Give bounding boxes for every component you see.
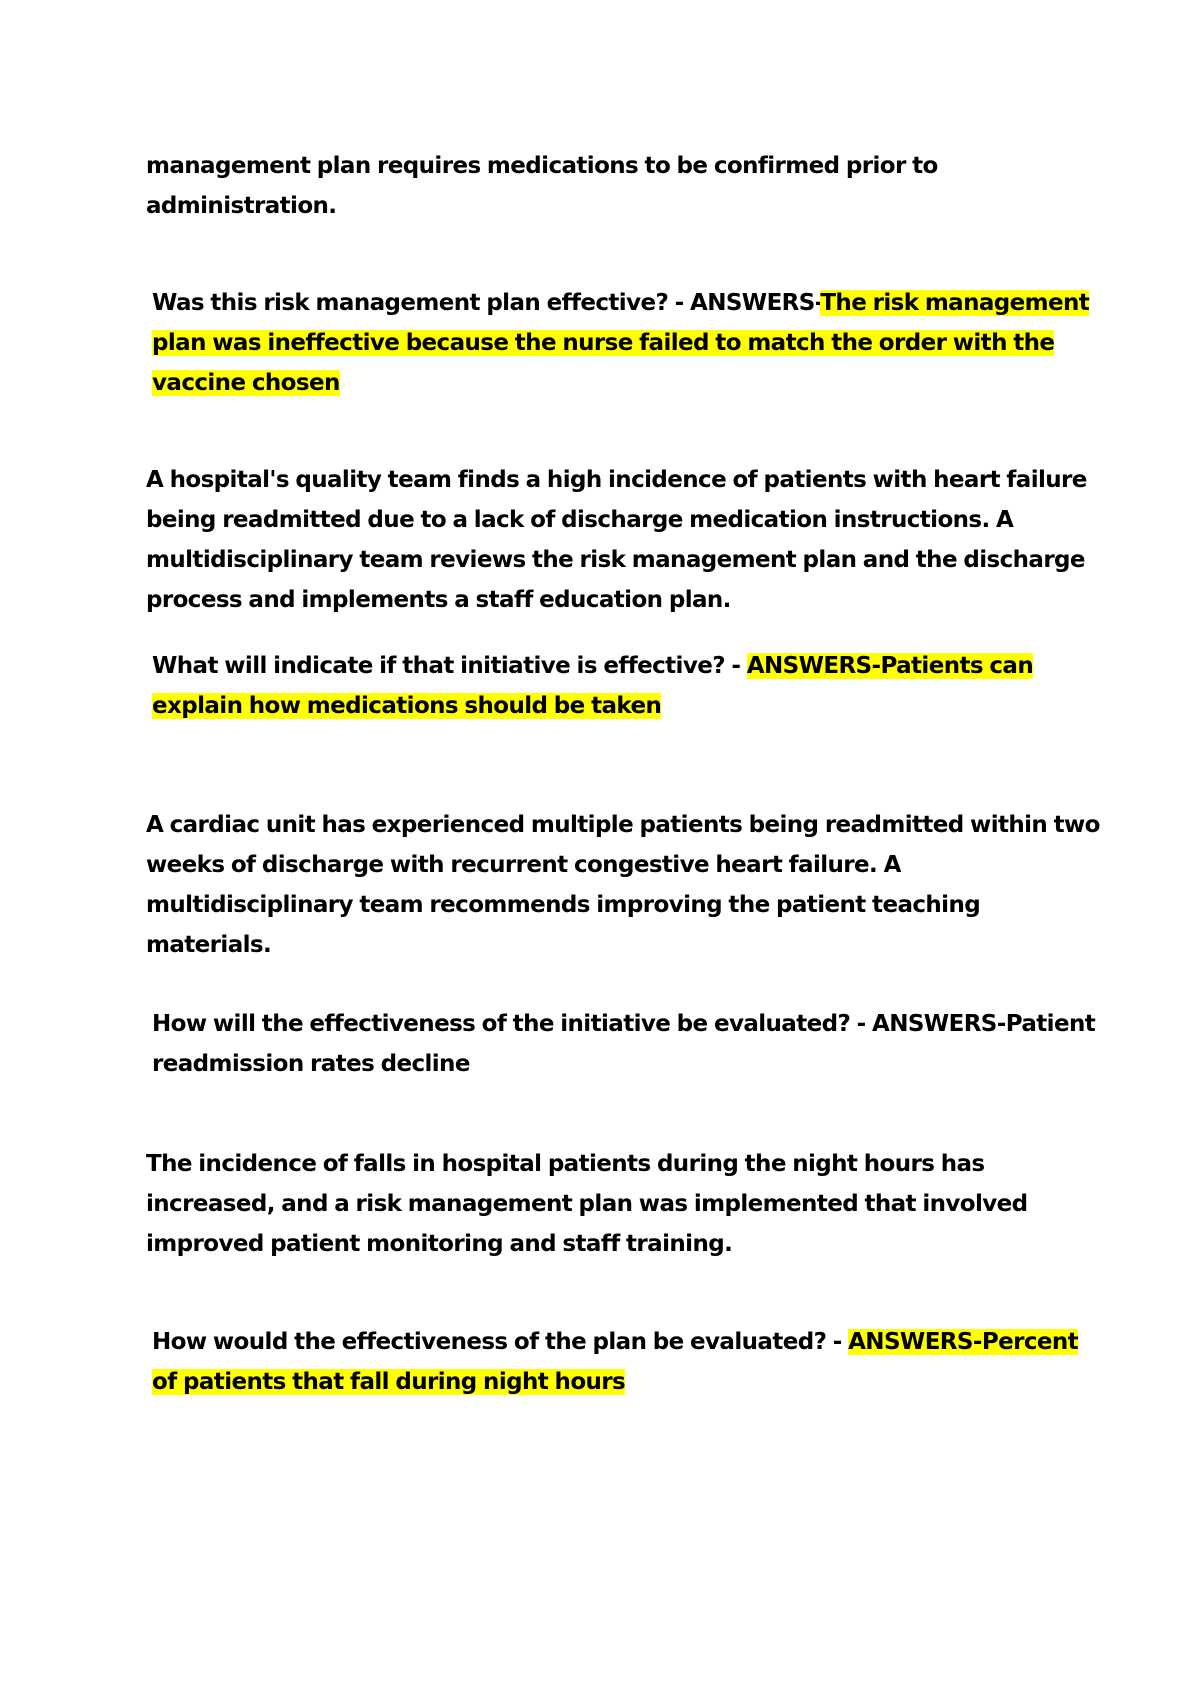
highlighted-answer-text: The risk management <box>820 290 1090 316</box>
text-line <box>146 540 1085 580</box>
text-line <box>152 323 1072 363</box>
text-line <box>152 1044 1072 1084</box>
text-segment: being readmitted due to a lack of discharge medication instructions. A <box>146 507 1014 533</box>
question-answer-3 <box>146 1004 1096 1084</box>
text-segment: multidisciplinary team reviews the risk management plan and the discharge <box>146 547 1085 573</box>
text-line <box>146 1184 1066 1224</box>
text-line <box>146 885 1066 925</box>
highlighted-answer-text: plan was ineffective because the nurse failed to match the order with the <box>152 330 1055 356</box>
highlighted-answer-text: explain how medications should be taken <box>152 693 662 719</box>
text-line <box>152 1322 1079 1362</box>
text-segment: The incidence of falls in hospital patients during the night hours has <box>146 1151 985 1177</box>
question-answer-2 <box>146 646 1072 726</box>
text-segment: How will the effectiveness of the initiative be evaluated? - ANSWERS-Patient <box>152 1011 1096 1037</box>
text-line <box>146 500 1066 540</box>
text-line <box>146 845 1066 885</box>
text-segment: What will indicate if that initiative is effective? - <box>152 653 747 679</box>
text-segment: Was this risk management plan effective? - ANSWERS- <box>152 290 821 316</box>
paragraph-hospital-quality-team <box>146 460 1087 620</box>
text-segment: management plan requires medications to be confirmed prior to <box>146 153 938 179</box>
text-segment: A cardiac unit has experienced multiple patients being readmitted within two <box>146 812 1100 838</box>
text-segment: administration. <box>146 193 337 219</box>
text-line <box>146 460 1087 500</box>
text-line <box>152 363 1072 403</box>
text-segment: materials. <box>146 932 272 958</box>
text-segment: improved patient monitoring and staff training. <box>146 1231 733 1257</box>
text-line <box>146 1224 1066 1264</box>
text-segment: process and implements a staff education plan. <box>146 587 731 613</box>
paragraph-intro-continued <box>146 146 1066 226</box>
text-line <box>146 146 1066 186</box>
paragraph-cardiac-unit <box>146 805 1100 965</box>
text-line <box>146 925 1066 965</box>
text-segment: increased, and a risk management plan was implemented that involved <box>146 1191 1028 1217</box>
text-line <box>152 1362 1072 1402</box>
highlighted-answer-text: vaccine chosen <box>152 370 340 396</box>
highlighted-answer-text: of patients that fall during night hours <box>152 1369 626 1395</box>
text-line <box>146 805 1100 845</box>
text-line <box>146 186 1066 226</box>
text-line <box>152 1004 1096 1044</box>
text-line <box>152 283 1090 323</box>
text-segment: weeks of discharge with recurrent congestive heart failure. A <box>146 852 901 878</box>
question-answer-1 <box>146 283 1090 403</box>
highlighted-answer-text: ANSWERS-Percent <box>848 1329 1079 1355</box>
text-line <box>146 580 1066 620</box>
paragraph-night-falls <box>146 1144 1066 1264</box>
text-line <box>152 686 1072 726</box>
question-answer-4 <box>146 1322 1079 1402</box>
text-segment: A hospital's quality team finds a high incidence of patients with heart failure <box>146 467 1087 493</box>
text-line <box>152 646 1072 686</box>
highlighted-answer-text: ANSWERS-Patients can <box>746 653 1034 679</box>
text-segment: multidisciplinary team recommends improving the patient teaching <box>146 892 981 918</box>
text-line <box>146 1144 1066 1184</box>
text-segment: How would the effectiveness of the plan be evaluated? - <box>152 1329 849 1355</box>
text-segment: readmission rates decline <box>152 1051 470 1077</box>
